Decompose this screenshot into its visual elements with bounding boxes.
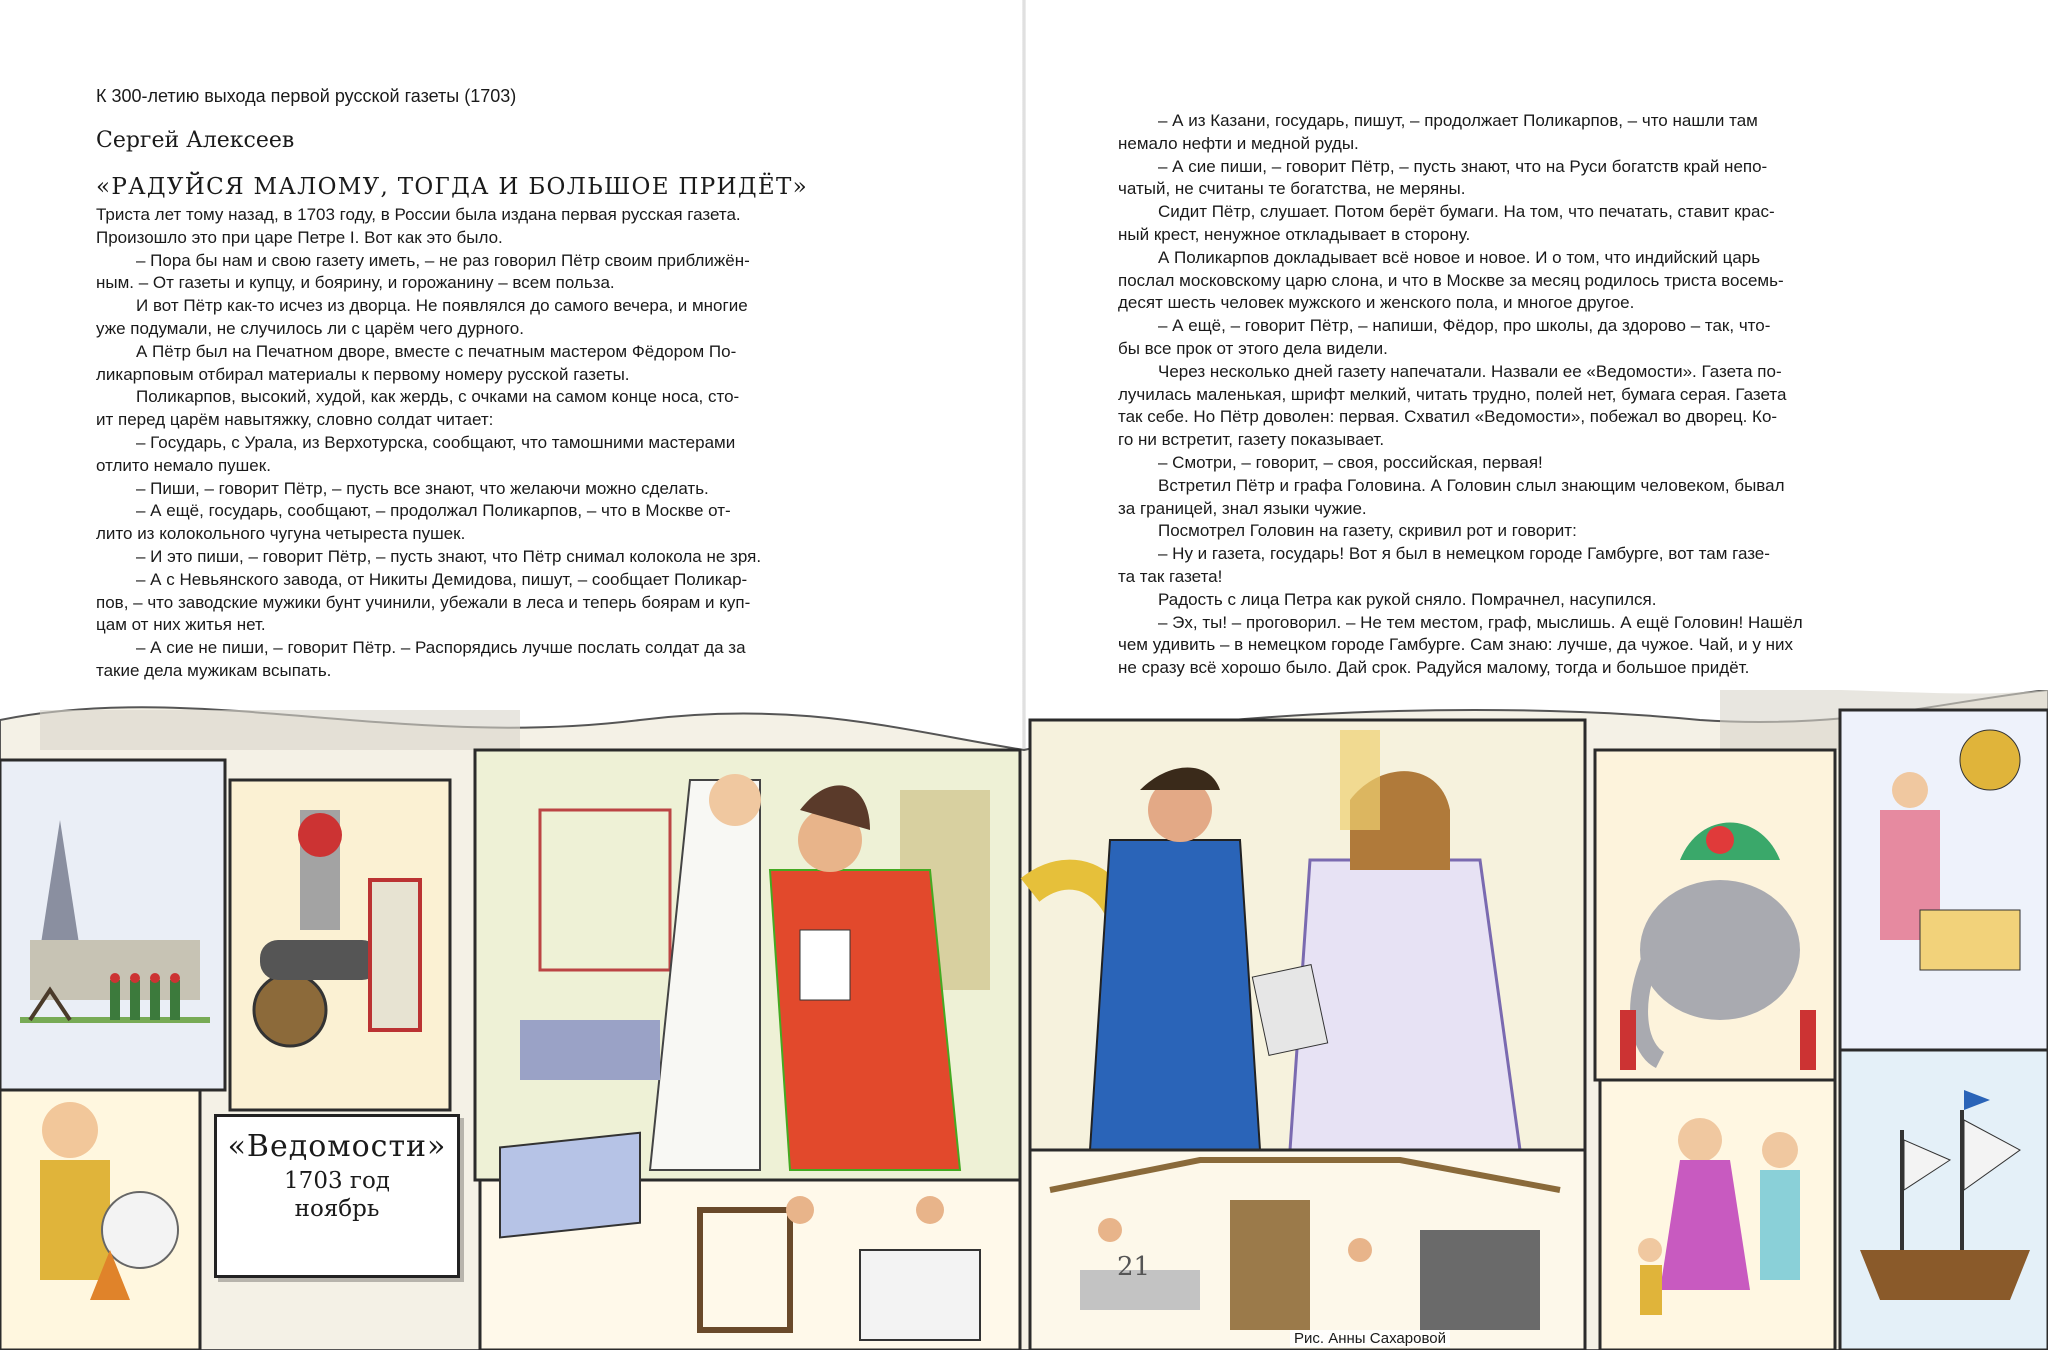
text-line: – А сие не пиши, – говорит Пётр. – Распорядись лучше послать солдат да за: [136, 638, 746, 658]
text-line: Произошло это при царе Петре I. Вот как это было.: [96, 227, 503, 247]
text-line: такие дела мужикам всыпать.: [96, 660, 332, 680]
text-line: бы все прок от этого дела видели.: [1118, 338, 1388, 358]
panel-peter-polikarpov: [475, 750, 1020, 1180]
right-text-column: [1118, 110, 1816, 680]
text-line: десят шесть человек мужского и женского пола, и многое другое.: [1118, 293, 1635, 313]
vedomosti-title-plate: [214, 1114, 460, 1278]
text-line: – И это пиши, – говорит Пётр, – пусть знают, что Пётр снимал колокола не зря.: [136, 546, 762, 566]
panel-elephant: [1595, 750, 1835, 1080]
text-line: – А ещё, – говорит Пётр, – напиши, Фёдор, про школы, да здорово – так, что-: [1158, 316, 1771, 336]
text-line: не сразу всё хорошо было. Дай срок. Радуйся малому, тогда и большое придёт.: [1118, 658, 1750, 678]
text-line: – А из Казани, государь, пишут, – продолжает Поликарпов, – что нашли там: [1158, 111, 1758, 130]
text-line: отлито немало пушек.: [96, 455, 271, 475]
text-line: цам от них житья нет.: [96, 615, 266, 635]
text-line: немало нефти и медной руды.: [1118, 133, 1359, 153]
text-line: ликарповым отбирал материалы к первому номеру русской газеты.: [96, 364, 630, 384]
text-line: чатый, не считаны те богатства, не меряны.: [1118, 179, 1466, 199]
text-line: ным. – От газеты и купцу, и боярину, и горожанину – всем польза.: [96, 273, 615, 293]
text-line: – А сие пиши, – говорит Пётр, – пусть знают, что на Руси богатств край непо-: [1158, 156, 1768, 176]
illustration-credit: Рис. Анны Сахаровой: [1290, 1330, 1450, 1347]
text-line: – Пора бы нам и свою газету иметь, – не раз говорил Пётр своим приближён-: [136, 250, 750, 270]
panel-palace: [0, 760, 225, 1090]
text-line: Встретил Пётр и графа Головина. А Головин слыл знающим человеком, бывал: [1158, 475, 1785, 495]
kicker-line: К 300-летию выхода первой русской газеты (1703): [96, 86, 517, 106]
text-line: А Поликарпов докладывает всё новое и новое. И о том, что индийский царь: [1158, 247, 1761, 267]
plate-title: «Ведомости»: [227, 1129, 447, 1164]
author-name: Сергей Алексеев: [96, 128, 295, 153]
left-text-column: [96, 204, 790, 683]
text-line: Поликарпов, высокий, худой, как жердь, с очками на самом конце носа, сто-: [136, 387, 740, 407]
text-line: Радость с лица Петра как рукой сняло. Помрачнел, насупился.: [1158, 589, 1657, 609]
plate-month: ноябрь: [294, 1196, 380, 1222]
text-line: – Смотри, – говорит, – своя, российская, первая!: [1158, 452, 1543, 472]
text-line: послал московскому царю слона, и что в Москве за месяц родилось триста восемь-: [1118, 270, 1784, 290]
panel-school: [1840, 710, 2048, 1050]
panel-families: [1600, 1080, 1835, 1350]
panel-cannons: [230, 780, 450, 1110]
text-line: так себе. Но Пётр доволен: первая. Схватил «Ведомости», побежал во дворец. Ко-: [1118, 407, 1778, 427]
text-line: – Ну и газета, государь! Вот я был в немецком городе Гамбурге, вот там газе-: [1158, 544, 1770, 564]
text-line: Посмотрел Головин на газету, скривил рот и говорит:: [1158, 521, 1577, 541]
text-line: – Государь, с Урала, из Верхотурска, сообщают, что тамошними мастерами: [136, 432, 736, 452]
text-line: И вот Пётр как-то исчез из дворца. Не появлялся до самого вечера, и многие: [136, 296, 748, 316]
text-line: за границей, знал языки чужие.: [1118, 498, 1367, 518]
panel-lab: [0, 1090, 200, 1350]
text-line: уже подумали, не случилось ли с царём чего дурного.: [96, 318, 524, 338]
story-title: «РАДУЙСЯ МАЛОМУ, ТОГДА И БОЛЬШОЕ ПРИДЁТ»: [96, 174, 809, 200]
text-line: та так газета!: [1118, 566, 1223, 586]
text-line: лучилась маленькая, шрифт мелкий, читать трудно, полей нет, бумага серая. Газета: [1118, 384, 1787, 404]
text-line: го ни встретит, газету показывает.: [1118, 430, 1385, 450]
paper-edge: [40, 710, 520, 750]
text-line: Через несколько дней газету напечатали. Назвали ее «Ведомости». Газета по-: [1158, 361, 1782, 381]
text-line: – А с Невьянского завода, от Никиты Демидова, пишут, – сообщает Поликар-: [136, 569, 748, 589]
text-line: Триста лет тому назад, в 1703 году, в России была издана первая русская газета.: [96, 205, 741, 224]
text-line: – А ещё, государь, сообщают, – продолжал Поликарпов, – что в Москве от-: [136, 501, 731, 521]
text-line: ный крест, ненужное откладывает в сторону.: [1118, 224, 1471, 244]
text-line: пов, – что заводские мужики бунт учинили, убежали в леса и теперь боярам и куп-: [96, 592, 751, 612]
text-line: ит перед царём навытяжку, словно солдат читает:: [96, 410, 494, 430]
text-line: А Пётр был на Печатном дворе, вместе с печатным мастером Фёдором По-: [136, 341, 737, 361]
page-number: 21: [1117, 1252, 1151, 1282]
text-line: чем удивить – в немецком городе Гамбурге. Сам знаю: лучше, да чужое. Чай, и у них: [1118, 635, 1793, 655]
panel-peter-golovin: [1030, 720, 1585, 1150]
text-line: – Эх, ты! – проговорил. – Не тем местом, граф, мыслишь. А ещё Головин! Нашёл: [1158, 612, 1803, 632]
text-line: лито из колокольного чугуна четыреста пушек.: [96, 524, 466, 544]
text-line: Сидит Пётр, слушает. Потом берёт бумаги. На том, что печатать, ставит крас-: [1158, 202, 1775, 222]
panel-ship: [1840, 1050, 2048, 1350]
plate-year: 1703 год: [284, 1168, 390, 1194]
panel-workshop: [1030, 1150, 1585, 1350]
text-line: – Пиши, – говорит Пётр, – пусть все знают, что желаючи можно сделать.: [136, 478, 709, 498]
